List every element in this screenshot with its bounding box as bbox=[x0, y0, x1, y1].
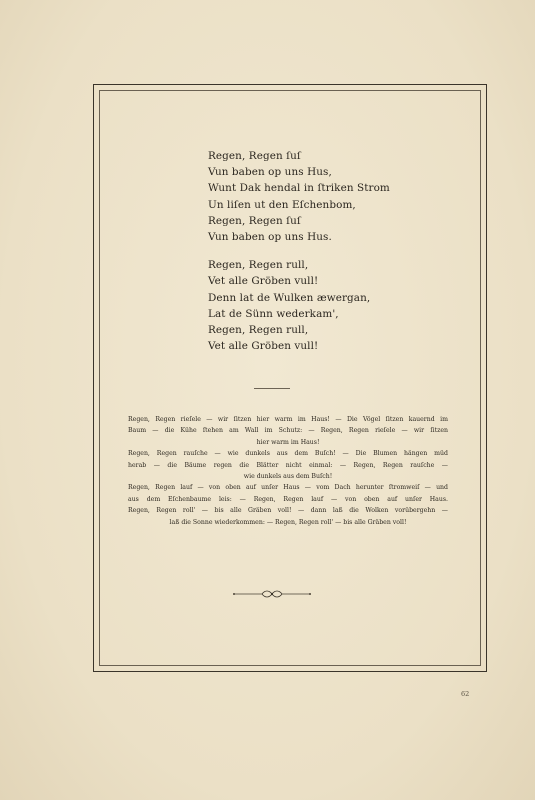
prose-line: Regen, Regen rauſche — wie dunkels aus dem Buſch! — Die Blumen hängen müd bbox=[128, 450, 448, 458]
poem-line: Regen, Regen rull, bbox=[208, 324, 309, 337]
poem-stanza-1 bbox=[208, 148, 448, 245]
poem-line: Un liſen ut den Eſchenbom, bbox=[208, 198, 356, 211]
prose-line: aus dem Eſchenbaume leis: — Regen, Regen lauf — von oben auf unſer Haus. bbox=[128, 495, 448, 503]
prose-line: Regen, Regen rieſele — wir ſitzen hier warm im Haus! — Die Vögel ſitzen kauernd im bbox=[128, 416, 448, 423]
poem-line: Vet alle Gröben vull! bbox=[208, 340, 319, 353]
poem-line: Denn lat de Wulken æwergan, bbox=[208, 291, 371, 304]
prose-translation bbox=[128, 414, 448, 528]
prose-line: Regen, Regen lauf — von oben auf unſer Haus — vom Dach herunter ſtromweiſ — und bbox=[128, 484, 448, 492]
section-divider-rule bbox=[254, 388, 290, 389]
poem bbox=[208, 148, 448, 354]
poem-stanza-2 bbox=[208, 257, 448, 354]
prose-line: laß die Sonne wiederkommen: — Regen, Regen roll' — bis alle Gräben voll! bbox=[169, 518, 407, 526]
poem-line: Lat de Sünn wederkam', bbox=[208, 307, 339, 320]
prose-line: herab — die Bäume regen die Blätter nicht einmal: — Regen, Regen rauſche — bbox=[128, 461, 448, 469]
poem-line: Regen, Regen ſuſ bbox=[208, 214, 301, 227]
poem-line: Vun baben op uns Hus, bbox=[208, 166, 332, 179]
prose-line: hier warm im Haus! bbox=[256, 438, 320, 446]
poem-line: Vet alle Gröben vull! bbox=[208, 275, 319, 288]
poem-line: Vun baben op uns Hus. bbox=[208, 231, 332, 244]
page-number: 62 bbox=[461, 690, 470, 698]
prose-line: Baum — die Kühe ſtehen am Wall im Schutz: — Regen, Regen rieſele — wir ſitzen bbox=[128, 427, 448, 435]
poem-line: Regen, Regen rull, bbox=[208, 259, 309, 272]
poem-line: Regen, Regen ſuſ bbox=[208, 150, 301, 162]
poem-line: Wunt Dak hendal in ſtriken Strom bbox=[208, 182, 390, 195]
prose-line: Regen, Regen roll' — bis alle Gräben voll! — dann laß die Wolken vorübergehn — bbox=[128, 507, 448, 515]
tailpiece-ornament bbox=[232, 588, 312, 600]
prose-line: wie dunkels aus dem Buſch! bbox=[243, 473, 333, 481]
